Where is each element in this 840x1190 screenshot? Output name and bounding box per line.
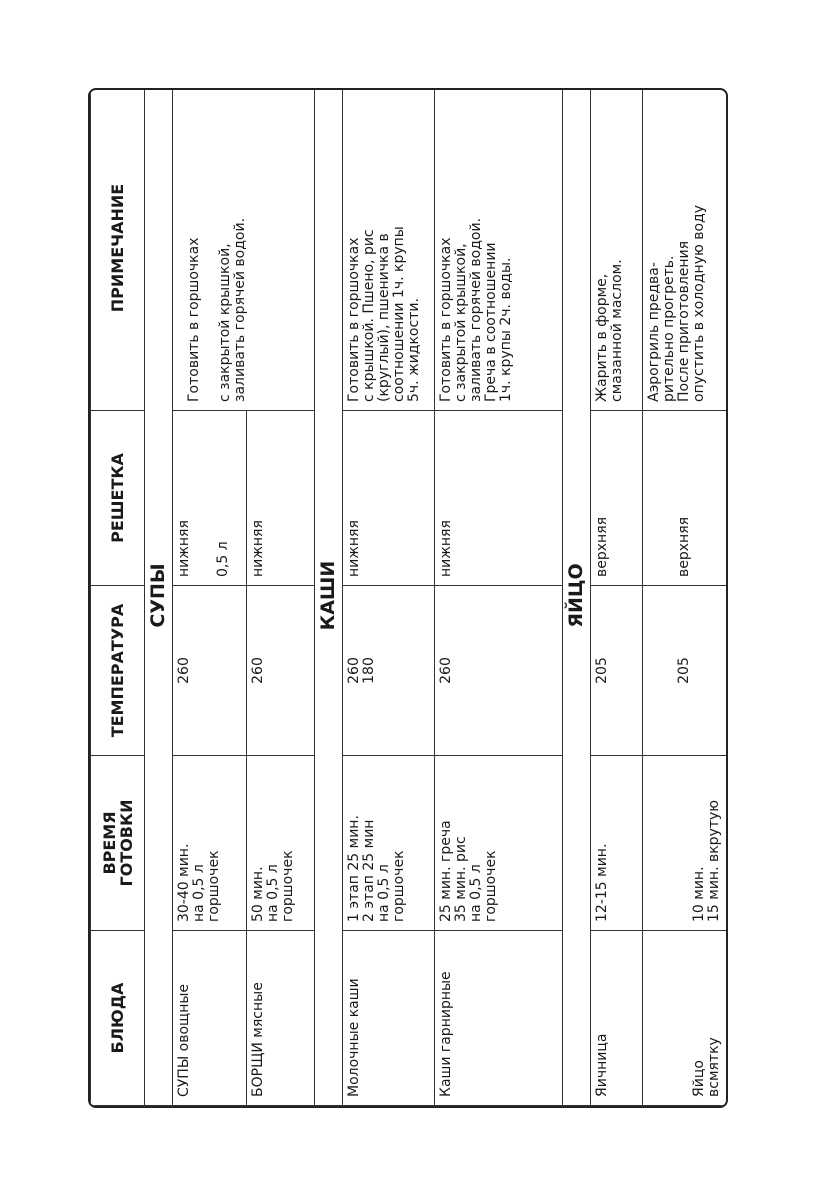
- recipe-table-page: [88, 88, 728, 1108]
- rack-cell: нижняя: [343, 411, 435, 586]
- table-row: [643, 88, 727, 1106]
- rack-cell: [173, 411, 247, 586]
- header-dish: БЛЮДА: [91, 931, 145, 1106]
- header-time: ВРЕМЯ ГОТОВКИ: [91, 756, 145, 931]
- note-cell: [173, 88, 315, 411]
- time-cell: 30-40 мин. на 0,5 л горшочек: [173, 756, 247, 931]
- header-temperature: ТЕМПЕРАТУРА: [91, 586, 145, 756]
- note-cell: Готовить в горшочках с закрытой крышкой, заливать горячей водой. Греча в соотношении 1ч. крупы 2ч. воды.: [435, 88, 563, 411]
- rack-cell: верхняя: [591, 411, 643, 586]
- time-cell: 12-15 мин.: [591, 756, 643, 931]
- rack-cell: нижняя: [435, 411, 563, 586]
- recipe-table-rotated: [88, 88, 728, 1108]
- temp-cell: 260 180: [343, 586, 435, 756]
- table-header-row: [91, 88, 145, 1106]
- section-row-soups: [145, 88, 173, 1106]
- note-line-1: Готовить в горшочках: [186, 237, 202, 402]
- section-title-porridge: КАШИ: [315, 88, 343, 1106]
- note-cell: Жарить в форме, смазанной маслом.: [591, 88, 643, 411]
- dish-cell: Яичница: [591, 931, 643, 1106]
- rack-value: нижняя: [176, 520, 192, 577]
- table-row: [591, 88, 643, 1106]
- section-title-egg: ЯЙЦО: [563, 88, 591, 1106]
- temp-cell: 205: [591, 586, 643, 756]
- table-row: [173, 88, 247, 1106]
- note-cell: Готовить в горшочках с крышкой. Пшено, рис (круглый), пшеничка в соотношении 1ч. крупы 5ч. жидкости.: [343, 88, 435, 411]
- dish-cell: СУПЫ овощные: [173, 931, 247, 1106]
- rack-cell: верхняя: [643, 411, 727, 586]
- temp-cell: 260: [173, 586, 247, 756]
- note-line-2: с закрытой крышкой, заливать горячей водой.: [217, 217, 248, 402]
- dish-cell: Яйцо всмятку: [643, 931, 727, 1106]
- section-title-soups: СУПЫ: [145, 88, 173, 1106]
- temp-cell: 260: [247, 586, 315, 756]
- cooking-table: [90, 88, 727, 1106]
- temp-cell: 205: [643, 586, 727, 756]
- table-row: [343, 88, 435, 1106]
- rack-volume: 0,5 л: [215, 541, 231, 577]
- dish-cell: Каши гарнирные: [435, 931, 563, 1106]
- rack-cell: нижняя: [247, 411, 315, 586]
- header-note: ПРИМЕЧАНИЕ: [91, 88, 145, 411]
- section-row-porridge: [315, 88, 343, 1106]
- time-cell: 50 мин. на 0,5 л горшочек: [247, 756, 315, 931]
- header-rack: РЕШЕТКА: [91, 411, 145, 586]
- table-row: [435, 88, 563, 1106]
- time-cell: 10 мин. 15 мин. вкрутую: [643, 756, 727, 931]
- time-cell: 1 этап 25 мин. 2 этап 25 мин на 0,5 л горшочек: [343, 756, 435, 931]
- section-row-egg: [563, 88, 591, 1106]
- temp-cell: 260: [435, 586, 563, 756]
- time-cell: 25 мин. греча 35 мин. рис на 0,5 л горшочек: [435, 756, 563, 931]
- note-cell: Аэрогриль предва- рительно прогреть. После приготовления опустить в холодную воду: [643, 88, 727, 411]
- dish-cell: Молочные каши: [343, 931, 435, 1106]
- dish-cell: БОРЩИ мясные: [247, 931, 315, 1106]
